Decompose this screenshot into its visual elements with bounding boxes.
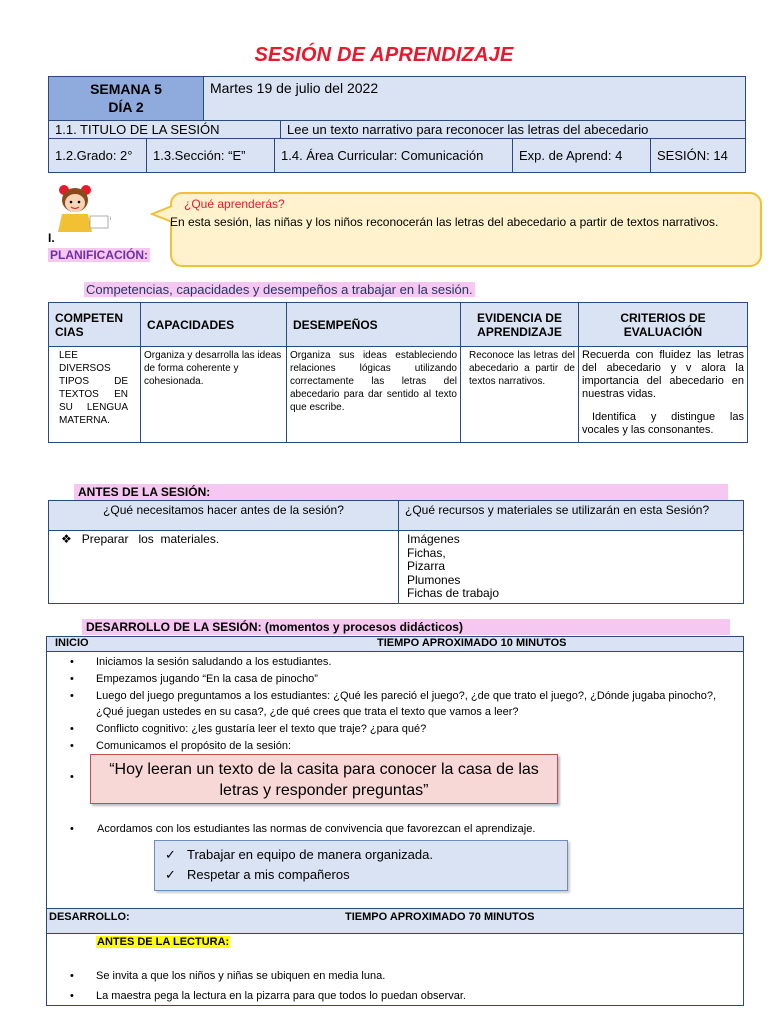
bullet-dot-icon: •	[70, 771, 74, 783]
antes-item: Preparar los materiales.	[81, 532, 220, 546]
desarrollo-bullet-list	[70, 966, 730, 1006]
criterio-1: Recuerda con fluidez las letras del abecedario y v alora la importancia del abecedario en nuestras vidas.	[582, 349, 744, 400]
antes-col2-header: ¿Qué recursos y materiales se utilizarán en esta Sesión?	[399, 501, 744, 531]
header-criterios: CRITERIOS DE EVALUACIÓN	[579, 303, 748, 347]
semana-cell	[49, 77, 204, 121]
antes-sesion-heading: ANTES DE LA SESIÓN:	[74, 484, 728, 500]
bubble-question: ¿Qué aprenderás?	[184, 197, 285, 211]
inicio-tiempo: TIEMPO APROXIMADO 10 MINUTOS	[377, 637, 567, 649]
semana-label: SEMANA 5	[90, 81, 162, 97]
sesion-cell: SESIÓN: 14	[651, 139, 746, 173]
titulo-row	[48, 120, 746, 139]
list-item: • Comunicamos el propósito de la sesión:	[70, 738, 730, 755]
criterio-2: Identifica y distingue las vocales y las consonantes.	[582, 411, 744, 436]
antes-lectura-heading: ANTES DE LA LECTURA:	[97, 936, 230, 948]
titulo-label: 1.1. TITULO DE LA SESIÓN	[49, 121, 281, 139]
resource-item: Fichas de trabajo	[407, 586, 500, 600]
resource-item: Pizarra	[407, 559, 446, 573]
acuerdo-text: Acordamos con los estudiantes las normas de convivencia que favorezcan el aprendizaje.	[97, 823, 536, 835]
capacidad-cell: Organiza y desarrolla las ideas de forma coherente y cohesionada.	[141, 347, 287, 443]
bubble-text: En esta sesión, las niñas y los niños reconocerán las letras del abecedario a partir de textos narrativos.	[170, 215, 719, 229]
header-competencias: COMPETEN CIAS	[49, 303, 141, 347]
desarrollo-sesion-heading: DESARROLLO DE LA SESIÓN: (momentos y procesos didácticos)	[82, 619, 730, 635]
area-cell: 1.4. Área Curricular: Comunicación	[275, 139, 513, 173]
list-item: • Iniciamos la sesión saludando a los estudiantes.	[70, 654, 730, 671]
resource-item: Fichas,	[407, 545, 446, 560]
norma-item: ✓ Trabajar en equipo de manera organizada.	[187, 845, 567, 865]
desarrollo-label: DESARROLLO:	[49, 911, 130, 923]
antes-col1-cell	[49, 531, 399, 604]
desarrollo-bar	[46, 908, 744, 934]
competencias-table	[48, 302, 748, 443]
header-evidencia: EVIDENCIA DE APRENDIZAJE	[461, 303, 579, 347]
bullet-dot-icon: •	[70, 823, 74, 835]
competencias-title: Competencias, capacidades y desempeños a trabajar en la sesión.	[86, 282, 473, 297]
list-item: • Luego del juego preguntamos a los estudiantes: ¿Qué les pareció el juego?, ¿de que trato el juego?, ¿Dónde jugaba pinocho?, ¿Qué juegan ustedes en su casa?, ¿de qué crees que trata el texto que vamos a leer?	[70, 688, 730, 722]
criterios-cell	[579, 347, 748, 443]
antes-col1-header: ¿Qué necesitamos hacer antes de la sesión?	[49, 501, 399, 531]
evidencia-cell: Reconoce las letras del abecedario a partir de textos narrativos.	[461, 347, 579, 443]
dia-label: DÍA 2	[108, 99, 144, 115]
resources-cell	[399, 531, 744, 604]
list-item: • Se invita a que los niños y niñas se ubiquen en media luna.	[70, 966, 730, 986]
inicio-bullet-list	[70, 654, 730, 755]
desempeno-cell: Organiza sus ideas estableciendo relaciones lógicas utilizando correctamente las letras del abecedario para dar sentido al texto que escribe.	[287, 347, 461, 443]
titulo-value: Lee un texto narrativo para reconocer las letras del abecedario	[281, 121, 746, 139]
planificacion-heading: PLANIFICACIÓN:	[50, 248, 148, 262]
resource-item: Plumones	[407, 572, 461, 587]
resource-item: Imágenes	[407, 532, 460, 546]
svg-text:ᵢ: ᵢ	[110, 213, 112, 222]
page-title: SESIÓN DE APRENDIZAJE	[254, 44, 514, 66]
fecha-cell: Martes 19 de julio del 2022	[204, 77, 746, 121]
list-item: • Empezamos jugando “En la casa de pinocho”	[70, 671, 730, 688]
normas-box	[154, 840, 568, 891]
seccion-cell: 1.3.Sección: “E”	[147, 139, 275, 173]
grado-row	[48, 138, 746, 173]
exp-cell: Exp. de Aprend: 4	[513, 139, 651, 173]
antes-sesion-table	[48, 500, 744, 604]
header-desempenos: DESEMPEÑOS	[287, 303, 461, 347]
list-item: • Conflicto cognitivo: ¿les gustaría leer el texto que traje? ¿para qué?	[70, 721, 730, 738]
inicio-bar	[46, 636, 744, 652]
norma-item: ✓ Respetar a mis compañeros	[187, 865, 567, 885]
acuerdo-line	[70, 823, 730, 835]
grado-cell: 1.2.Grado: 2°	[49, 139, 147, 173]
header-table	[48, 76, 746, 121]
header-capacidades: CAPACIDADES	[141, 303, 287, 347]
proposito-quote: “Hoy leeran un texto de la casita para conocer la casa de las letras y responder preguntas”	[90, 754, 558, 804]
competencia-cell: LEE DIVERSOS TIPOS DE TEXTOS EN SU LENGUA MATERNA.	[49, 347, 141, 443]
inicio-label: INICIO	[55, 637, 89, 649]
desarrollo-tiempo: TIEMPO APROXIMADO 70 MINUTOS	[345, 911, 535, 923]
girl-illustration-icon	[50, 182, 122, 232]
diamond-bullet-icon: ❖	[61, 532, 72, 546]
section-number: I.	[48, 231, 55, 245]
list-item: • La maestra pega la lectura en la pizarra para que todos lo puedan observar.	[70, 986, 730, 1006]
